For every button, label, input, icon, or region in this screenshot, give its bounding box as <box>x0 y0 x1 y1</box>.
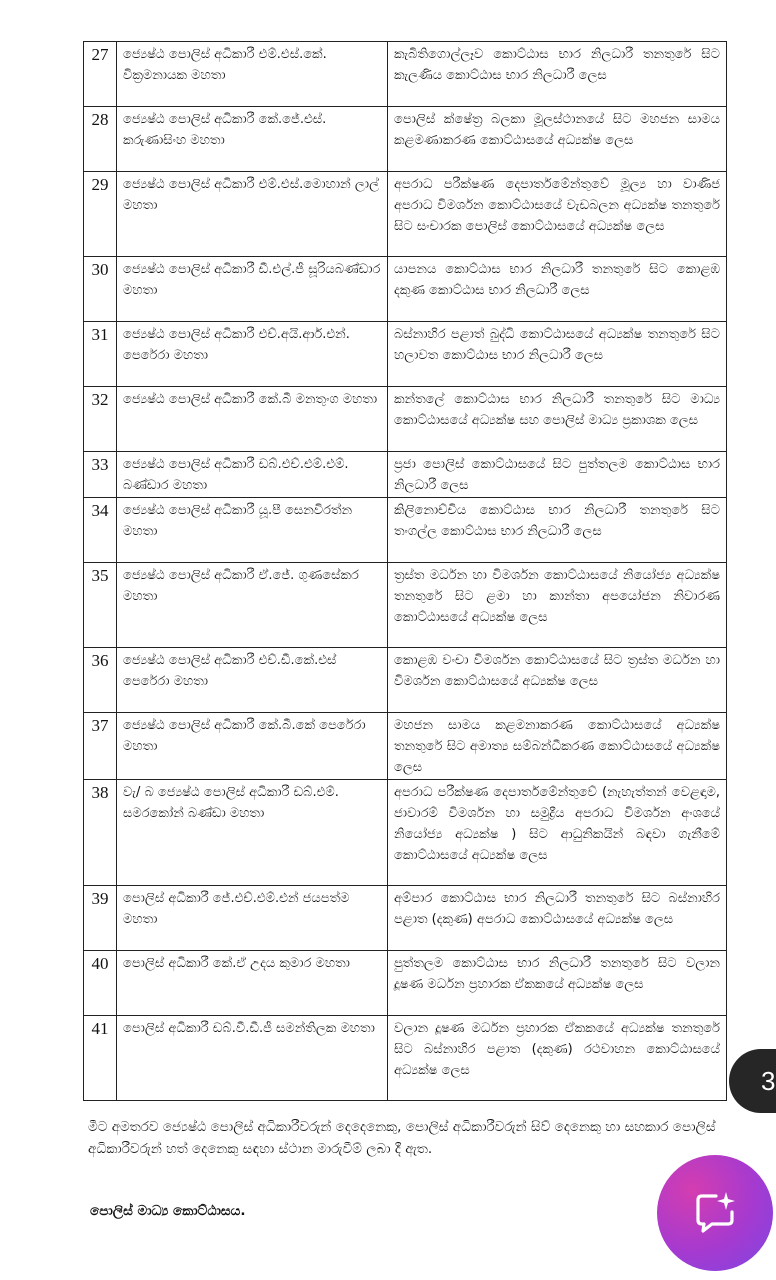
officer-name: ජ්‍යෙෂ්ඨ පොලිස් අධිකාරී ඩී.එල්.ජී සූරියබණ්ඩාර මහතා <box>117 257 388 322</box>
table-row <box>84 257 727 322</box>
table-row <box>84 648 727 713</box>
new-posting: අපරාධ පරීක්ෂණ දෙපාර්තමේන්තුවේ (නැහැත්තන් වෙළඳාම, ජාවාරම් විමර්ශන හා සමුද්‍රීය අපරාධ විමර්ශන අංශයේ නියෝජ්‍ය අධ්‍යක්ෂ ) සිට ආධුනිකයින් බඳවා ගැනීමේ කොට්ඨාසයේ අධ්‍යක්ෂ ලෙස <box>388 780 727 886</box>
officer-name: ජ්‍යෙෂ්ඨ පොලිස් අධිකාරී යූ.පී සෙනවිරත්න මහතා <box>117 498 388 563</box>
new-posting: වලාන දූෂණ මර්ධන ප්‍රහාරක ඒකකයේ අධ්‍යක්ෂ තනතුරේ සිට බස්නාහිර පළාත (දකුණ) රථවාහන කොට්ඨාසයේ අධ්‍යක්ෂ ලෙස <box>388 1016 727 1101</box>
new-posting: කැබිතිගොල්ලෑව කොට්ඨාස භාර නිලධාරී තනතුරේ සිට කැලණිය කොට්ඨාස භාර නිලධාරී ලෙස <box>388 42 727 107</box>
row-number: 36 <box>84 648 117 713</box>
table-row <box>84 387 727 452</box>
row-number: 35 <box>84 563 117 648</box>
row-number: 33 <box>84 452 117 498</box>
officer-name: පොලිස් අධිකාරී ඩබ්.වී.ඩී.ජී සමන්තිලක මහතා <box>117 1016 388 1101</box>
transfers-table <box>83 41 727 1101</box>
table-row <box>84 713 727 780</box>
officer-name: ජ්‍යෙෂ්ඨ පොලිස් අධිකාරී කේ.බී මනතුංග මහතා <box>117 387 388 452</box>
officer-name: ජ්‍යෙෂ්ඨ පොලිස් අධිකාරී එච්.ඩී.කේ.එස් පෙරේරා මහතා <box>117 648 388 713</box>
officer-name: පොලිස් අධිකාරී කේ.ඒ උදය කුමාර මහතා <box>117 951 388 1016</box>
table-row <box>84 886 727 951</box>
row-number: 40 <box>84 951 117 1016</box>
row-number: 37 <box>84 713 117 780</box>
officer-name: ජ්‍යෙෂ්ඨ පොලිස් අධිකාරී කේ.බී.කේ පෙරේරා මහතා <box>117 713 388 780</box>
new-posting: බස්නාහිර පළාත් බුද්ධි කොට්ඨාසයේ අධ්‍යක්ෂ තනතුරේ සිට හලාවත කොට්ඨාස භාර නිලධාරී ලෙස <box>388 322 727 387</box>
ai-chat-sparkle-icon <box>690 1188 740 1238</box>
row-number: 34 <box>84 498 117 563</box>
table-row <box>84 452 727 498</box>
row-number: 38 <box>84 780 117 886</box>
row-number: 41 <box>84 1016 117 1101</box>
row-number: 28 <box>84 107 117 172</box>
new-posting: පුත්තලම කොට්ඨාස භාර නිලධාරී තනතුරේ සිට වලාන දූෂණ මර්ධන ප්‍රහාරක ඒකකයේ අධ්‍යක්ෂ ලෙස <box>388 951 727 1016</box>
new-posting: අම්පාර කොට්ඨාස භාර නිලධාරී තනතුරේ සිට බස්නාහිර පළාත (දකුණ) අපරාධ කොට්ඨාසයේ අධ්‍යක්ෂ ලෙස <box>388 886 727 951</box>
row-number: 30 <box>84 257 117 322</box>
table-row <box>84 951 727 1016</box>
officer-name: ජ්‍යෙෂ්ඨ පොලිස් අධිකාරී ඒ.ජේ. ගුණසේකර මහතා <box>117 563 388 648</box>
table-row <box>84 172 727 257</box>
table-row <box>84 563 727 648</box>
new-posting: අපරාධ පරීක්ෂණ දෙපාර්තමේන්තුවේ මූල්‍ය හා වාණිජ අපරාධ විමර්ශන කොට්ඨාසයේ වැඩබලන අධ්‍යක්ෂ තනතුරේ සිට සංචාරක පොලිස් කොට්ඨාසයේ අධ්‍යක්ෂ ලෙස <box>388 172 727 257</box>
new-posting: ත්‍රස්ත මර්ධන හා විමර්ශන කොට්ඨාසයේ නියෝජ්‍ය අධ්‍යක්ෂ තනතුරේ සිට ළමා හා කාන්තා අපයෝජන නිවාරණ කොට්ඨාසයේ අධ්‍යක්ෂ ලෙස <box>388 563 727 648</box>
new-posting: පොලිස් ක්ෂේත්‍ර බලකා මූලස්ථානයේ සිට මහජන සාමය කළමණාකරණ කොට්ඨාසයේ අධ්‍යක්ෂ ලෙස <box>388 107 727 172</box>
new-posting: කන්තලේ කොට්ඨාස භාර නිලධාරී තනතුරේ සිට මාධ්‍ය කොට්ඨාසයේ අධ්‍යක්ෂ සහ පොලිස් මාධ්‍ය ප්‍රකාශක ලෙස <box>388 387 727 452</box>
table-row <box>84 498 727 563</box>
issuer-signature: පොලිස් මාධ්‍ය කොට්ඨාසය. <box>90 1203 246 1219</box>
officer-name: ජ්‍යෙෂ්ඨ පොලිස් අධිකාරී එම්.එස්.කේ. වික්‍රමනායක මහතා <box>117 42 388 107</box>
new-posting: කිලිනොච්චිය කොට්ඨාස භාර නිලධාරී තනතුරේ සිට තංගල්ල කොට්ඨාස භාර නිලධාරී ලෙස <box>388 498 727 563</box>
page-number: 3 <box>761 1066 776 1096</box>
table-row <box>84 322 727 387</box>
officer-name: පොලිස් අධිකාරී ජේ.එච්.එම්.එන් ජයපත්ම මහතා <box>117 886 388 951</box>
table-row <box>84 42 727 107</box>
additional-transfers-note: මීට අමතරව ජ්‍යෙෂ්ඨ පොලිස් අධිකාරීවරුන් දෙදෙනෙකු, පොලිස් අධිකාරීවරුන් සිව් දෙනෙකු හා සහකාර පොලිස් අධිකාරීවරුන් හත් දෙනෙකු සඳහා ස්ථාන මාරුවීම් ලබා දී ඇත. <box>88 1119 716 1157</box>
officer-name: ජ්‍යෙෂ්ඨ පොලිස් අධිකාරී එම්.එස්.මොහාන් ලාල් මහතා <box>117 172 388 257</box>
ai-chat-button[interactable] <box>657 1155 773 1271</box>
officer-name: වැ/ බ ජ්‍යෙෂ්ඨ පොලිස් අධිකාරී ඩබ්.එම්. සමරකෝන් බණ්ඩා මහතා <box>117 780 388 886</box>
officer-name: ජ්‍යෙෂ්ඨ පොලිස් අධිකාරී කේ.ජේ.එස්. කරුණාසිංහ මහතා <box>117 107 388 172</box>
officer-name: ජ්‍යෙෂ්ඨ පොලිස් අධිකාරී ඩබ්.එච්.එම්.එම්. බණ්ඩාර මහතා <box>117 452 388 498</box>
row-number: 31 <box>84 322 117 387</box>
row-number: 29 <box>84 172 117 257</box>
new-posting: කොළඹ වංචා විමර්ශන කොට්ඨාසයේ සිට ත්‍රස්ත මර්ධන හා විමර්ශන කොට්ඨාසයේ අධ්‍යක්ෂ ලෙස <box>388 648 727 713</box>
table-row <box>84 1016 727 1101</box>
new-posting: ප්‍රජා පොලිස් කොට්ඨාසයේ සිට පුත්තලම කොට්ඨාස භාර නිලධාරී ලෙස <box>388 452 727 498</box>
new-posting: යාපනය කොට්ඨාස භාර නිලධාරී තනතුරේ සිට කොළඹ දකුණ කොට්ඨාස භාර නිලධාරී ලෙස <box>388 257 727 322</box>
officer-name: ජ්‍යෙෂ්ඨ පොලිස් අධිකාරී එච්.අයි.ආර්.එන්. පෙරේරා මහතා <box>117 322 388 387</box>
table-row <box>84 780 727 886</box>
page-number-badge[interactable] <box>729 1049 776 1113</box>
new-posting: මහජන සාමය කළමනාකරණ කොට්ඨාසයේ අධ්‍යක්ෂ තනතුරේ සිට අමාත්‍ය සම්බන්ධීකරණ කොට්ඨාසයේ අධ්‍යක්ෂ ලෙස <box>388 713 727 780</box>
table-row <box>84 107 727 172</box>
row-number: 32 <box>84 387 117 452</box>
row-number: 39 <box>84 886 117 951</box>
row-number: 27 <box>84 42 117 107</box>
